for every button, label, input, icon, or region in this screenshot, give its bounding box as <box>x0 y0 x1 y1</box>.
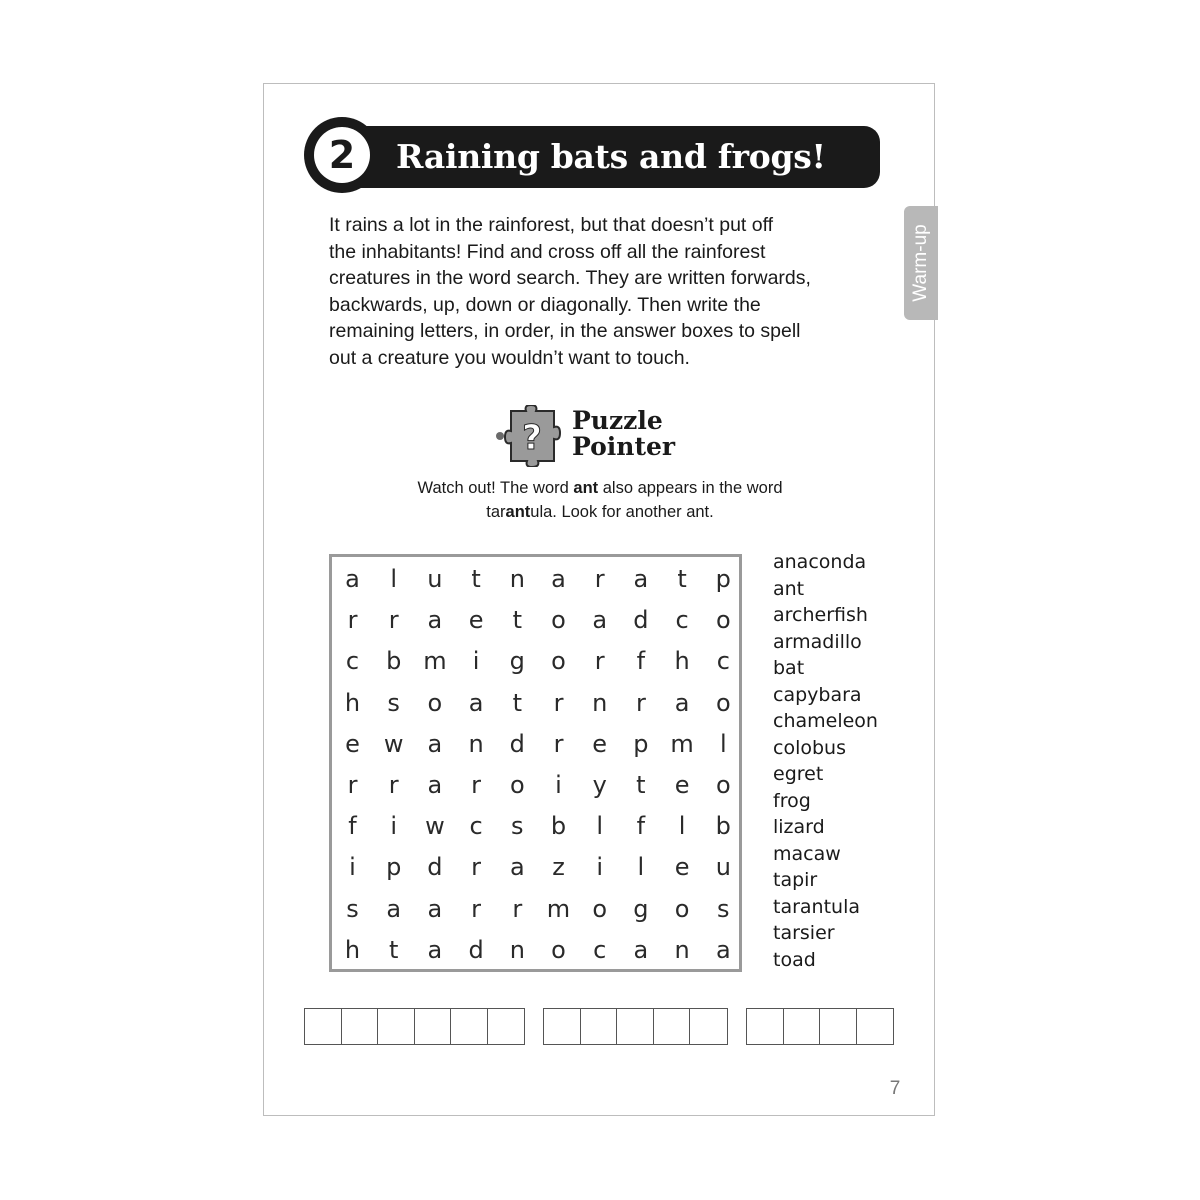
grid-cell[interactable]: o <box>715 771 731 799</box>
pointer-title <box>572 408 675 460</box>
page-number: 7 <box>889 1078 901 1099</box>
grid-cell[interactable]: e <box>468 606 484 635</box>
word-list-item: armadillo <box>773 630 862 653</box>
answer-box[interactable] <box>820 1009 857 1044</box>
pointer-title-line2: Pointer <box>572 432 676 461</box>
grid-cell[interactable]: c <box>675 606 689 635</box>
grid-cell[interactable]: a <box>674 688 690 717</box>
grid-cell[interactable]: r <box>347 606 358 635</box>
grid-cell[interactable]: h <box>344 688 361 717</box>
grid-cell[interactable]: a <box>551 565 566 593</box>
grid-cell[interactable]: a <box>345 565 360 593</box>
grid-cell[interactable]: m <box>546 894 571 923</box>
jigsaw-question-icon <box>494 405 562 467</box>
answer-box[interactable] <box>305 1009 342 1044</box>
grid-cell[interactable]: d <box>427 853 443 882</box>
word-list-item: archerfish <box>773 604 868 626</box>
grid-cell[interactable]: t <box>471 565 481 593</box>
word-list-item: frog <box>773 789 811 812</box>
grid-cell[interactable]: r <box>594 647 605 676</box>
svg-text:?: ? <box>522 418 542 458</box>
page-title: Raining bats and frogs! <box>396 137 826 176</box>
grid-cell[interactable]: h <box>344 935 361 964</box>
pointer-text <box>400 476 800 524</box>
word-list-item: macaw <box>773 842 841 865</box>
grid-cell[interactable]: t <box>636 771 646 799</box>
grid-cell[interactable]: l <box>678 812 686 841</box>
grid-cell[interactable]: r <box>471 894 482 923</box>
grid-cell[interactable]: i <box>596 853 604 882</box>
grid-cell[interactable]: i <box>349 853 356 882</box>
grid-cell[interactable]: a <box>386 894 402 923</box>
answer-box[interactable] <box>617 1009 654 1044</box>
grid-cell[interactable]: c <box>593 935 607 964</box>
grid-cell[interactable]: p <box>386 853 402 882</box>
grid-cell[interactable]: f <box>636 647 646 676</box>
grid-cell[interactable]: t <box>512 606 522 635</box>
answer-box[interactable] <box>654 1009 691 1044</box>
answer-box[interactable] <box>342 1009 379 1044</box>
grid-cell[interactable]: g <box>509 647 525 676</box>
pointer-bold-ant-2: ant <box>505 503 531 521</box>
grid-cell[interactable]: f <box>636 812 646 841</box>
grid-cell[interactable]: o <box>551 606 566 635</box>
grid-cell[interactable]: d <box>468 935 484 964</box>
grid-cell[interactable]: u <box>715 853 731 882</box>
word-list-item: egret <box>773 763 824 785</box>
grid-cell[interactable]: r <box>594 565 605 593</box>
grid-cell[interactable]: c <box>716 647 730 676</box>
word-list-item: capybara <box>773 683 862 706</box>
grid-cell[interactable]: u <box>427 565 443 593</box>
grid-cell[interactable]: o <box>715 606 731 635</box>
word-search-grid <box>329 554 742 972</box>
answer-box[interactable] <box>488 1009 525 1044</box>
pointer-title-line1: Puzzle <box>572 406 663 435</box>
grid-cell[interactable]: o <box>551 647 566 676</box>
answer-word-group <box>304 1008 525 1045</box>
answer-box[interactable] <box>581 1009 618 1044</box>
intro-text: It rains a lot in the rainforest, but that doesn’t put off the inhabitants! Find and cross off all the rainforest creatures in the word search. They are written forwards, backwards, up, down or diagonally. Then write the remaining letters, in order, in the answer boxes to spell out a creature you wouldn’t want to touch. <box>329 214 811 369</box>
grid-cell[interactable]: t <box>388 935 399 964</box>
grid-cell[interactable]: o <box>551 935 566 964</box>
grid-cell[interactable]: r <box>553 688 564 717</box>
grid-cell[interactable]: a <box>468 688 484 717</box>
grid-cell[interactable]: p <box>715 565 731 593</box>
grid-cell[interactable]: y <box>592 771 607 799</box>
grid-cell[interactable]: a <box>715 935 731 964</box>
word-list-item: lizard <box>773 816 825 838</box>
grid-cell[interactable]: s <box>511 812 524 841</box>
answer-word-group <box>746 1008 894 1045</box>
grid-cell[interactable]: w <box>425 812 445 841</box>
grid-cell[interactable]: t <box>512 688 522 717</box>
grid-cell[interactable]: m <box>670 729 694 758</box>
grid-cell[interactable]: l <box>637 853 645 882</box>
grid-cell[interactable]: n <box>592 688 608 717</box>
grid-cell[interactable]: n <box>509 935 525 964</box>
word-list-item: tarsier <box>773 922 835 944</box>
word-list <box>773 549 913 973</box>
grid-cell[interactable]: i <box>555 771 562 799</box>
section-tab <box>904 206 938 320</box>
grid-cell[interactable]: n <box>674 935 690 964</box>
grid-cell[interactable]: z <box>552 853 565 882</box>
grid-cell[interactable]: l <box>390 565 398 593</box>
section-tab-label: Warm-up <box>910 224 931 302</box>
grid-cell[interactable]: a <box>427 606 443 635</box>
grid-cell[interactable]: a <box>427 729 443 758</box>
grid-cell[interactable]: l <box>719 729 727 758</box>
grid-cell[interactable]: e <box>674 853 690 882</box>
grid-cell[interactable]: b <box>715 812 731 841</box>
grid-cell[interactable]: s <box>717 894 730 923</box>
grid-cell[interactable]: o <box>427 688 443 717</box>
grid-cell[interactable]: d <box>633 606 649 635</box>
answer-word-group <box>543 1008 728 1045</box>
pointer-text-part2: also appears in the word tar <box>486 479 783 521</box>
grid-cell[interactable]: r <box>388 771 399 799</box>
grid-cell[interactable]: e <box>345 729 360 758</box>
answer-box[interactable] <box>415 1009 452 1044</box>
grid-cell[interactable]: n <box>468 729 484 758</box>
word-list-item: tarantula <box>773 895 861 918</box>
word-list-item: ant <box>773 577 805 600</box>
puzzle-number: 2 <box>314 127 370 183</box>
answer-box[interactable] <box>857 1009 894 1044</box>
grid-cell[interactable]: c <box>345 647 360 676</box>
grid-cell[interactable]: r <box>471 771 482 799</box>
answer-box[interactable] <box>544 1009 581 1044</box>
grid-cell[interactable]: d <box>509 729 525 758</box>
answer-box[interactable] <box>747 1009 784 1044</box>
pointer-text-part1: Watch out! The word <box>417 479 574 497</box>
grid-cell[interactable]: g <box>633 894 649 923</box>
grid-cell[interactable]: s <box>346 894 359 923</box>
grid-cell[interactable]: r <box>388 606 399 635</box>
grid-cell[interactable]: e <box>674 771 690 799</box>
grid-cell[interactable]: l <box>596 812 604 841</box>
grid-cell[interactable]: a <box>427 935 443 964</box>
grid-cell[interactable]: r <box>347 771 358 799</box>
word-list-item: tapir <box>773 869 818 891</box>
grid-cell[interactable]: c <box>469 812 483 841</box>
title-banner <box>304 117 882 197</box>
word-list-item: toad <box>773 948 816 971</box>
grid-cell[interactable]: a <box>592 606 608 635</box>
grid-cell[interactable]: i <box>472 647 480 676</box>
answer-box[interactable] <box>378 1009 415 1044</box>
word-list-item: anaconda <box>773 551 867 573</box>
grid-cell[interactable]: e <box>592 729 608 758</box>
grid-cell[interactable]: m <box>423 647 447 676</box>
word-list-item: colobus <box>773 736 846 759</box>
grid-cell[interactable]: i <box>390 812 398 841</box>
grid-cell[interactable]: n <box>509 565 525 593</box>
grid-cell[interactable]: o <box>715 688 731 717</box>
grid-cell[interactable]: o <box>674 894 690 923</box>
answer-box[interactable] <box>784 1009 821 1044</box>
word-list-item: bat <box>773 657 805 679</box>
grid-cell[interactable]: p <box>633 729 649 758</box>
answer-box[interactable] <box>451 1009 488 1044</box>
number-badge <box>304 117 380 193</box>
grid-cell[interactable]: o <box>592 894 608 923</box>
grid-cell[interactable]: r <box>553 729 564 758</box>
grid-cell[interactable]: a <box>633 565 649 593</box>
word-list-item: chameleon <box>773 710 878 732</box>
grid-cell[interactable]: h <box>674 647 690 676</box>
answer-box[interactable] <box>690 1009 727 1044</box>
grid-cell[interactable]: a <box>633 935 649 964</box>
grid-cell[interactable]: b <box>386 647 402 676</box>
grid-cell[interactable]: t <box>677 565 687 593</box>
grid-cell[interactable]: a <box>427 894 443 923</box>
pointer-bold-ant-1: ant <box>573 479 599 497</box>
grid-cell[interactable]: r <box>635 688 646 717</box>
grid-cell[interactable]: r <box>471 853 482 882</box>
grid-cell[interactable]: a <box>509 853 525 882</box>
grid-cell[interactable]: s <box>387 688 400 717</box>
grid-cell[interactable]: a <box>427 771 443 799</box>
grid-cell[interactable]: w <box>383 729 404 758</box>
pointer-text-part3: ula. Look for another ant. <box>530 503 714 521</box>
grid-cell[interactable]: r <box>512 894 523 923</box>
grid-cell[interactable]: f <box>348 812 357 841</box>
grid-cell[interactable]: o <box>509 771 525 799</box>
grid-cell[interactable]: b <box>550 812 567 841</box>
